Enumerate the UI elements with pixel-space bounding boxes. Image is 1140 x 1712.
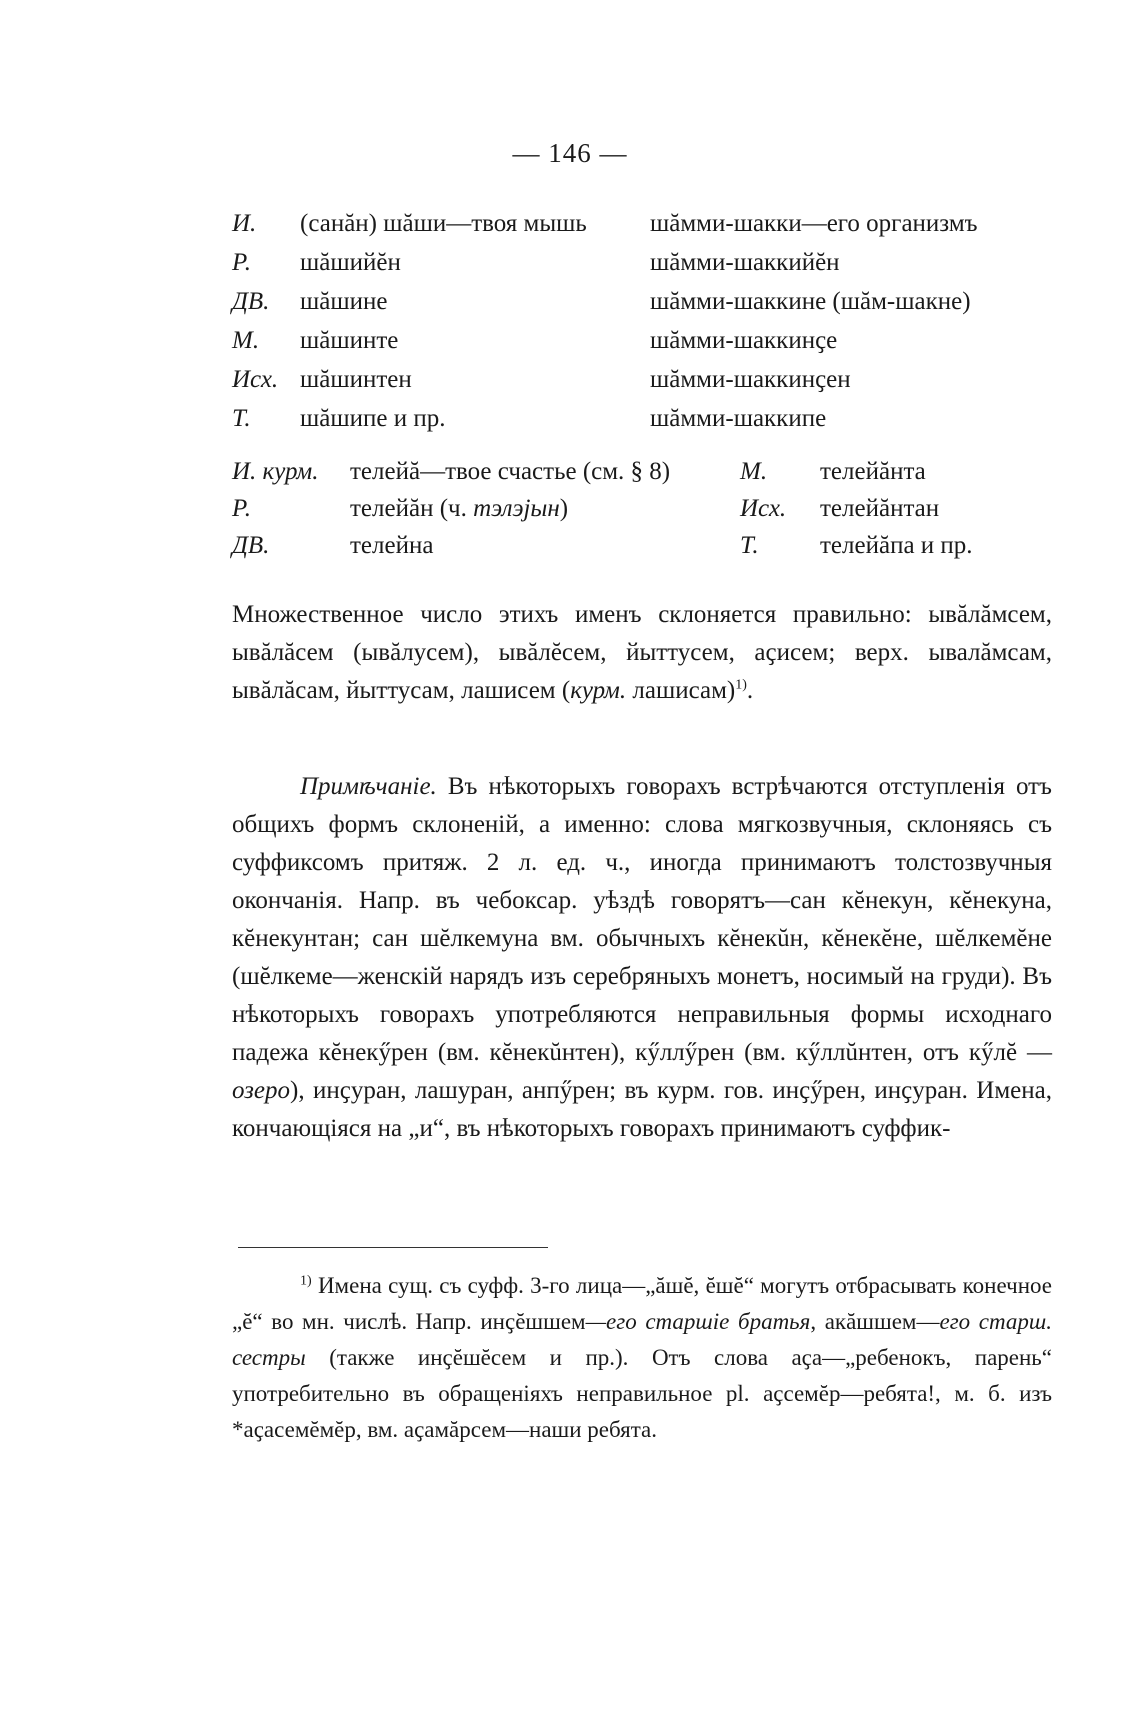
case-label: И. [232,210,257,237]
case-label: Т. [740,532,759,559]
form-organism: шăмми-шаккинҫен [650,366,851,393]
form-organism: шăмми-шакки—его организмъ [650,210,978,237]
table-row [232,249,1052,288]
paragraph-text: лашисам) [626,677,736,704]
paragraph-text: Въ нѣкоторыхъ говорахъ встрѣчаются отступленія отъ общихъ формъ склоненій, а именно: слова мягкозвучныя, склоняясь съ суффиксомъ притяж. 2 л. ед. ч., иногда принимаютъ толстозвучныя окончанія. Напр. въ чебоксар. уѣздѣ говорятъ—сан кĕнекун, кĕнекуна, кĕнекунтан; сан шĕлкемуна вм. обычныхъ кĕнекŭн, кĕнекĕне, шĕлкемĕне (шĕлкеме—женскій нарядъ изъ серебряныхъ монетъ, носимый на груди). Въ нѣкоторыхъ говорахъ употребляются неправильныя формы исходнаго падежа кĕнекӳрен (вм. кĕнекŭнтен), кӳллӳрен (вм. кӳллŭнтен, отъ кӳлĕ — [232,773,1052,1066]
table-row [232,210,1052,249]
footnote [232,1268,1052,1448]
form-mouse: (санăн) шăши—твоя мышь [300,210,587,237]
form-happiness: телейăпа и пр. [820,532,973,559]
form-organism: шăмми-шаккинҫе [650,327,838,354]
case-label: ДВ. [232,288,270,315]
form-happiness: телейăнта [820,458,926,485]
table-row [232,495,1052,532]
gloss-text: —его старшіе братья [585,1309,811,1334]
case-label: Исх. [740,495,787,522]
case-label: М. [232,327,260,354]
case-label: И. курм. [232,458,319,485]
plural-paragraph [232,596,1052,710]
form-mouse: шăшине [300,288,388,315]
paragraph-text: . [746,677,754,704]
dialect-label: курм. [570,677,627,704]
page-number: — 146 — [512,138,628,168]
form-text: ) [559,495,569,522]
case-label: Т. [232,405,251,432]
form-happiness [350,495,568,523]
footnote-divider [238,1247,548,1248]
form-mouse: шăшинте [300,327,399,354]
declension-table-happiness [232,458,1052,569]
form-happiness: телейна [350,532,434,559]
case-label: Исх. [232,366,279,393]
table-row [232,458,1052,495]
form-text: телейăн (ч. [350,495,474,522]
form-organism: шăмми-шаккийĕн [650,249,840,276]
declension-table-mouse [232,210,1052,444]
note-heading: Примѣчаніе. [300,773,437,800]
footnote-text: , акăшшем— [810,1309,940,1334]
form-mouse: шăшийĕн [300,249,401,276]
gloss-text: озеро [232,1077,291,1104]
form-mouse: шăшинтен [300,366,412,393]
table-row [232,288,1052,327]
case-label: М. [740,458,768,485]
gloss-text: его старш. сестры [232,1309,1052,1370]
paragraph-text: Множественное число этихъ именъ склоняется правильно: ывăлăмсем, ывăлăсем (ывăлусем), ывăлĕсем, йыттусем, аҫисем; верх. ывалăмсам, ывăлăсам, йыттусам, лашисем ( [232,601,1052,704]
footnote-text: Имена сущ. съ суфф. 3-го лица—„ăшĕ, ĕшĕ“ могутъ отбрасывать конечное „ĕ“ во мн. числѣ. Напр. инҫĕшшем [232,1273,1052,1334]
footnote-mark: 1) [300,1273,312,1289]
paragraph-text: ), инҫуран, лашуран, анпӳрен; въ курм. гов. инҫӳрен, инҫуран. Имена, кончающіяся на „и“, въ нѣкоторыхъ говорахъ принимаютъ суффик- [232,1077,1052,1142]
table-row [232,366,1052,405]
case-label: ДВ. [232,532,270,559]
footnote-text: (также инҫĕшĕсем и пр.). Отъ слова аҫа—„ребенокъ, парень“ употребительно въ обращеніяхъ неправильное pl. аҫсемĕр—ребята!, м. б. изъ *аҫасемĕмĕр, вм. аҫамăрсем—наши ребята. [232,1345,1052,1442]
case-label: Р. [232,249,252,276]
table-row [232,327,1052,366]
form-organism: шăмми-шаккине (шăм-шакне) [650,288,971,315]
form-happiness: телейă—твое счастье (см. § 8) [350,458,671,485]
table-row [232,532,1052,569]
chuvash-transcription: тэлэјын [473,495,560,522]
form-organism: шăмми-шаккипе [650,405,827,432]
table-row [232,405,1052,444]
note-paragraph [232,768,1052,1148]
form-mouse: шăшипе и пр. [300,405,446,432]
form-happiness: телейăнтан [820,495,940,522]
footnote-reference[interactable]: 1) [735,677,747,693]
case-label: Р. [232,495,252,522]
